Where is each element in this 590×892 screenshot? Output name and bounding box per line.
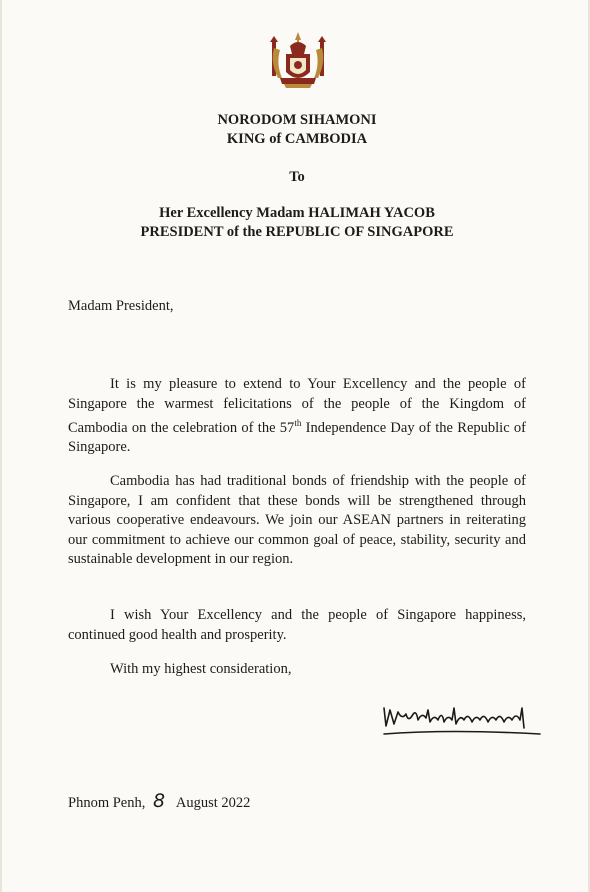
place: Phnom Penh, bbox=[68, 795, 146, 811]
closing: With my highest consideration, bbox=[110, 661, 292, 677]
paragraph-1-text-end: Independence Day of the Republic of Singapore. bbox=[68, 419, 527, 456]
recipient-title: PRESIDENT of the REPUBLIC OF SINGAPORE bbox=[140, 224, 454, 240]
month-year: August 2022 bbox=[175, 795, 251, 811]
day-handwritten: 8 bbox=[152, 790, 166, 812]
recipient-name: Her Excellency Madam HALIMAH YACOB bbox=[159, 205, 435, 221]
sender-name: NORODOM SIHAMONI bbox=[217, 112, 377, 128]
paragraph-1-text: It is my pleasure to extend to Your Excellency and the people of Singapore the warmest felicitations of the people of the Kingdom of Cambodia on the celebration of the 57 bbox=[68, 376, 526, 436]
paragraph-3: I wish Your Excellency and the people of Singapore happiness, continued good health and prosperity. bbox=[68, 607, 526, 643]
ordinal-suffix: th bbox=[294, 418, 302, 428]
paragraph-1 bbox=[68, 375, 526, 458]
paragraph-2: Cambodia has had traditional bonds of friendship with the people of Singapore, I am confident that these bonds will be strengthened through various cooperative endeavours. We join our ASEAN partners in reiterating our commitment to achieve our common goal of peace, stability, security and sustainable development in our region. bbox=[68, 473, 526, 567]
royal-coat-of-arms-icon bbox=[258, 28, 338, 92]
to-label: To bbox=[289, 169, 305, 185]
signature-icon bbox=[380, 698, 546, 740]
sender-title: KING of CAMBODIA bbox=[226, 131, 368, 147]
salutation: Madam President, bbox=[68, 298, 174, 314]
date-line bbox=[68, 790, 250, 812]
